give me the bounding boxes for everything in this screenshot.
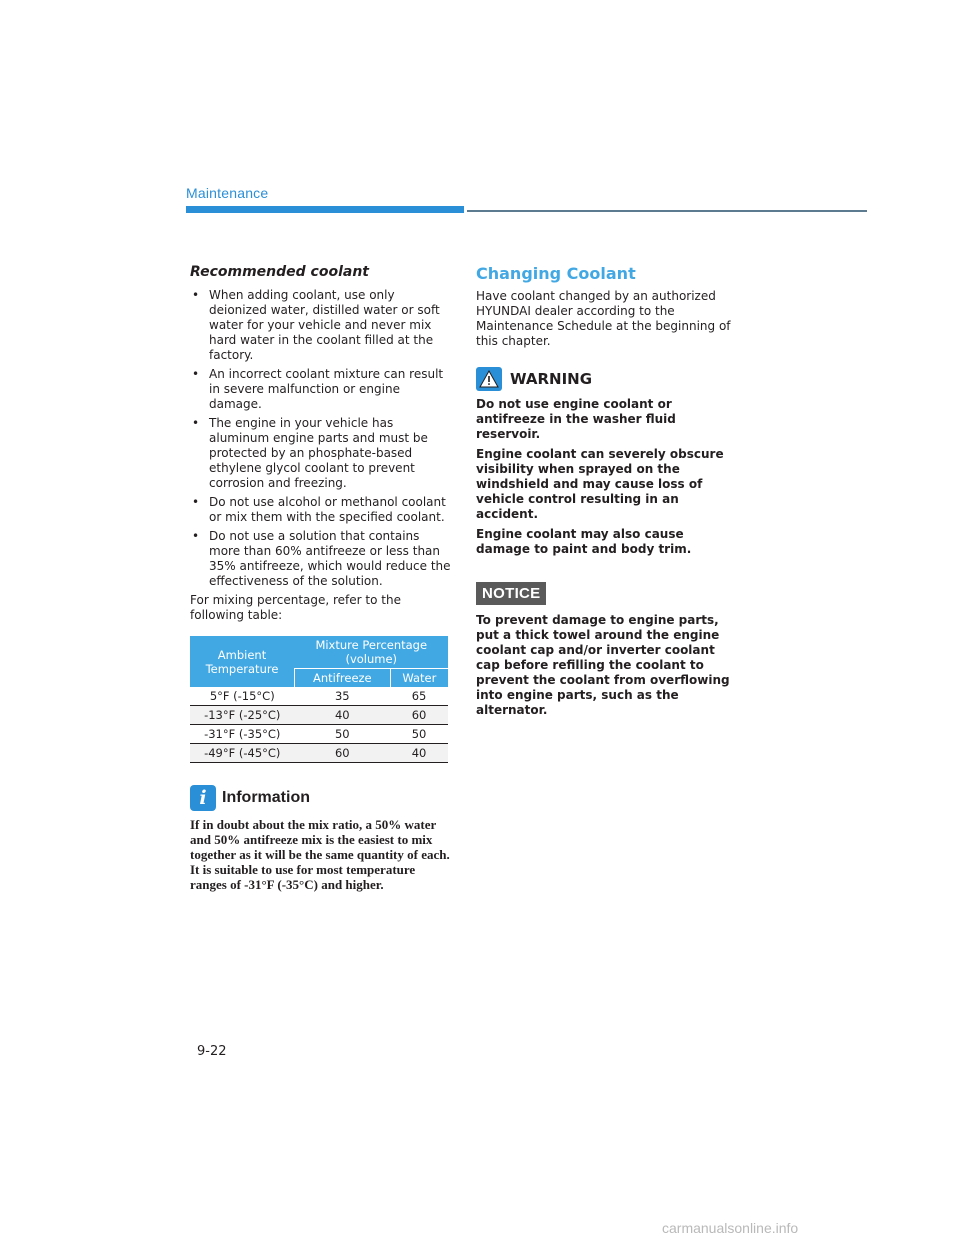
- warning-title: WARNING: [510, 370, 593, 388]
- bullet-text: An incorrect coolant mixture can result in severe malfunction or engine damage.: [209, 367, 444, 411]
- section-title: Maintenance: [186, 185, 269, 201]
- cell-temperature: -49°F (-45°C): [190, 744, 295, 763]
- table-row: [190, 706, 448, 725]
- header-rule: [467, 210, 867, 212]
- cell-water: 40: [390, 744, 448, 763]
- warning-header: [476, 367, 738, 391]
- warning-triangle-icon: [476, 367, 502, 391]
- bullet-text: When adding coolant, use only deionized water, distilled water or soft water for your vehicle and never mix hard water in the coolant filled at the factory.: [209, 288, 440, 362]
- header-mixture-percentage: Mixture Percentage (volume): [295, 636, 449, 669]
- bullet-icon: •: [192, 529, 200, 543]
- list-item: [190, 495, 452, 525]
- information-text: If in doubt about the mix ratio, a 50% water and 50% antifreeze mix is the easiest to mix together as it will be the same quantity of each. It is suitable to use for most temperature ranges of -31°F (-35°C) and higher.: [190, 817, 450, 892]
- bullet-text: The engine in your vehicle has aluminum engine parts and must be protected by an phosphate-based ethylene glycol coolant to prevent corrosion and freezing.: [209, 416, 428, 490]
- list-item: [190, 416, 452, 491]
- bullet-icon: •: [192, 367, 200, 381]
- bullet-text: Do not use a solution that contains more than 60% antifreeze or less than 35% antifreeze, which would reduce the effectiveness of the solution.: [209, 529, 451, 588]
- cell-temperature: -31°F (-35°C): [190, 725, 295, 744]
- table-row: [190, 744, 448, 763]
- cell-water: 50: [390, 725, 448, 744]
- cell-antifreeze: 60: [295, 744, 391, 763]
- table-row: [190, 725, 448, 744]
- header-rule-accent: [186, 206, 464, 213]
- cell-antifreeze: 35: [295, 687, 391, 706]
- cell-antifreeze: 50: [295, 725, 391, 744]
- changing-coolant-heading: Changing Coolant: [476, 264, 636, 283]
- coolant-bullet-list: [190, 288, 452, 589]
- recommended-coolant-heading: Recommended coolant: [190, 264, 369, 280]
- cell-water: 60: [390, 706, 448, 725]
- warning-paragraph: Do not use engine coolant or antifreeze in the washer fluid reservoir.: [476, 397, 676, 441]
- list-item: [190, 288, 452, 363]
- header-ambient-temperature: Ambient Temperature: [190, 636, 295, 687]
- list-item: [190, 529, 452, 589]
- header-water: Water: [390, 669, 448, 688]
- bullet-icon: •: [192, 495, 200, 509]
- cell-antifreeze: 40: [295, 706, 391, 725]
- site-watermark: carmanualsonline.info: [662, 1220, 799, 1236]
- information-icon: i: [190, 785, 216, 811]
- mixture-table: [190, 636, 448, 763]
- bullet-icon: •: [192, 288, 200, 302]
- bullet-text: Do not use alcohol or methanol coolant or mix them with the specified coolant.: [209, 495, 446, 524]
- bullet-icon: •: [192, 416, 200, 430]
- warning-paragraph: Engine coolant may also cause damage to paint and body trim.: [476, 527, 692, 556]
- warning-paragraph: Engine coolant can severely obscure visibility when sprayed on the windshield and may cause loss of vehicle control resulting in an accident.: [476, 447, 724, 521]
- information-title: Information: [222, 789, 310, 806]
- cell-temperature: -13°F (-25°C): [190, 706, 295, 725]
- page-number: 9-22: [197, 1044, 227, 1059]
- changing-coolant-intro: Have coolant changed by an authorized HYUNDAI dealer according to the Maintenance Schedule at the beginning of this chapter.: [476, 289, 731, 348]
- cell-water: 65: [390, 687, 448, 706]
- left-column: [190, 264, 452, 892]
- header-antifreeze: Antifreeze: [295, 669, 391, 688]
- table-row: [190, 687, 448, 706]
- information-header: [190, 785, 452, 811]
- notice-text: To prevent damage to engine parts, put a thick towel around the engine coolant cap and/or inverter coolant cap before refilling the coolant to prevent the coolant from overflowing into engine parts, such as the alternator.: [476, 613, 730, 717]
- notice-badge: NOTICE: [476, 582, 546, 605]
- right-column: [476, 264, 738, 723]
- cell-temperature: 5°F (-15°C): [190, 687, 295, 706]
- list-item: [190, 367, 452, 412]
- mix-intro-text: For mixing percentage, refer to the following table:: [190, 593, 401, 622]
